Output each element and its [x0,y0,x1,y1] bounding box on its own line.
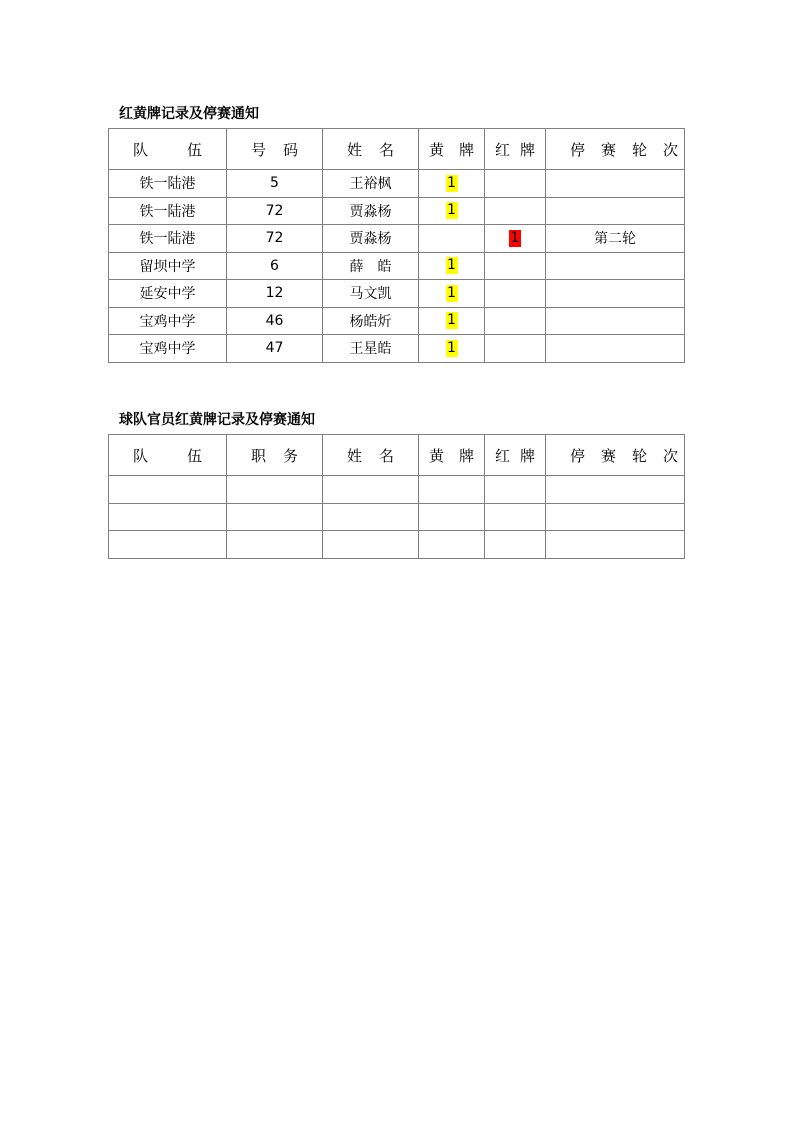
yellow-card-mark: 1 [447,202,456,219]
yellow-card-cell [419,335,485,363]
header-red-card: 红 牌 [485,435,546,476]
yellow-card-cell [419,531,485,559]
table-row [109,476,685,504]
team-cell: 铁一陆港 [109,225,227,253]
header-name: 姓 名 [323,435,419,476]
name-cell: 贾淼杨 [323,225,419,253]
header-number: 号 码 [227,129,323,170]
suspension-cell [546,197,685,225]
yellow-card-mark: 1 [447,174,456,191]
yellow-card-cell [419,170,485,198]
team-cell: 宝鸡中学 [109,307,227,335]
team-cell [109,476,227,504]
yellow-card-cell [419,252,485,280]
red-card-cell [485,307,546,335]
role-cell [227,503,323,531]
number-cell: 6 [227,252,323,280]
red-card-cell [485,197,546,225]
suspension-cell [546,531,685,559]
role-cell [227,531,323,559]
red-card-cell [485,531,546,559]
table-row [109,503,685,531]
header-suspension-round: 停 赛 轮 次 [546,435,685,476]
red-card-cell [485,252,546,280]
official-table-header-row [109,435,685,476]
suspension-cell [546,307,685,335]
header-name: 姓 名 [323,129,419,170]
red-card-cell [485,503,546,531]
yellow-card-mark: 1 [447,339,456,356]
header-yellow-card: 黄 牌 [419,129,485,170]
suspension-cell [546,335,685,363]
table-row [109,335,685,363]
name-cell: 贾淼杨 [323,197,419,225]
suspension-cell [546,280,685,308]
team-cell: 铁一陆港 [109,170,227,198]
suspension-cell: 第二轮 [546,225,685,253]
number-cell: 5 [227,170,323,198]
name-cell [323,531,419,559]
yellow-card-cell [419,225,485,253]
official-section-title: 球队官员红黄牌记录及停赛通知 [119,412,315,428]
suspension-cell [546,170,685,198]
team-cell: 延安中学 [109,280,227,308]
yellow-card-mark: 1 [447,257,456,274]
header-team: 队 伍 [109,435,227,476]
red-card-mark: 1 [510,229,520,246]
table-row [109,307,685,335]
red-card-cell [485,280,546,308]
table-row [109,280,685,308]
player-section-title: 红黄牌记录及停赛通知 [119,106,259,122]
number-cell: 12 [227,280,323,308]
yellow-card-cell [419,476,485,504]
yellow-card-mark: 1 [447,312,456,329]
table-row [109,225,685,253]
team-cell: 留坝中学 [109,252,227,280]
official-card-table [108,434,685,559]
team-cell [109,531,227,559]
suspension-cell [546,503,685,531]
yellow-card-cell [419,307,485,335]
player-card-table [108,128,685,363]
number-cell: 47 [227,335,323,363]
header-suspension-round: 停 赛 轮 次 [546,129,685,170]
header-team: 队 伍 [109,129,227,170]
name-cell: 王星皓 [323,335,419,363]
role-cell [227,476,323,504]
yellow-card-mark: 1 [447,284,456,301]
table-row [109,252,685,280]
yellow-card-cell [419,280,485,308]
red-card-cell [485,476,546,504]
yellow-card-cell [419,197,485,225]
name-cell: 马文凯 [323,280,419,308]
table-row [109,170,685,198]
name-cell: 薛 皓 [323,252,419,280]
name-cell [323,476,419,504]
number-cell: 72 [227,225,323,253]
header-yellow-card: 黄 牌 [419,435,485,476]
table-row [109,531,685,559]
yellow-card-cell [419,503,485,531]
red-card-cell [485,335,546,363]
player-table-header-row [109,129,685,170]
header-role: 职 务 [227,435,323,476]
red-card-cell [485,170,546,198]
name-cell: 王裕枫 [323,170,419,198]
red-card-cell [485,225,546,253]
table-row [109,197,685,225]
name-cell [323,503,419,531]
team-cell [109,503,227,531]
team-cell: 宝鸡中学 [109,335,227,363]
team-cell: 铁一陆港 [109,197,227,225]
number-cell: 46 [227,307,323,335]
header-red-card: 红 牌 [485,129,546,170]
number-cell: 72 [227,197,323,225]
name-cell: 杨皓炘 [323,307,419,335]
suspension-cell [546,252,685,280]
suspension-cell [546,476,685,504]
